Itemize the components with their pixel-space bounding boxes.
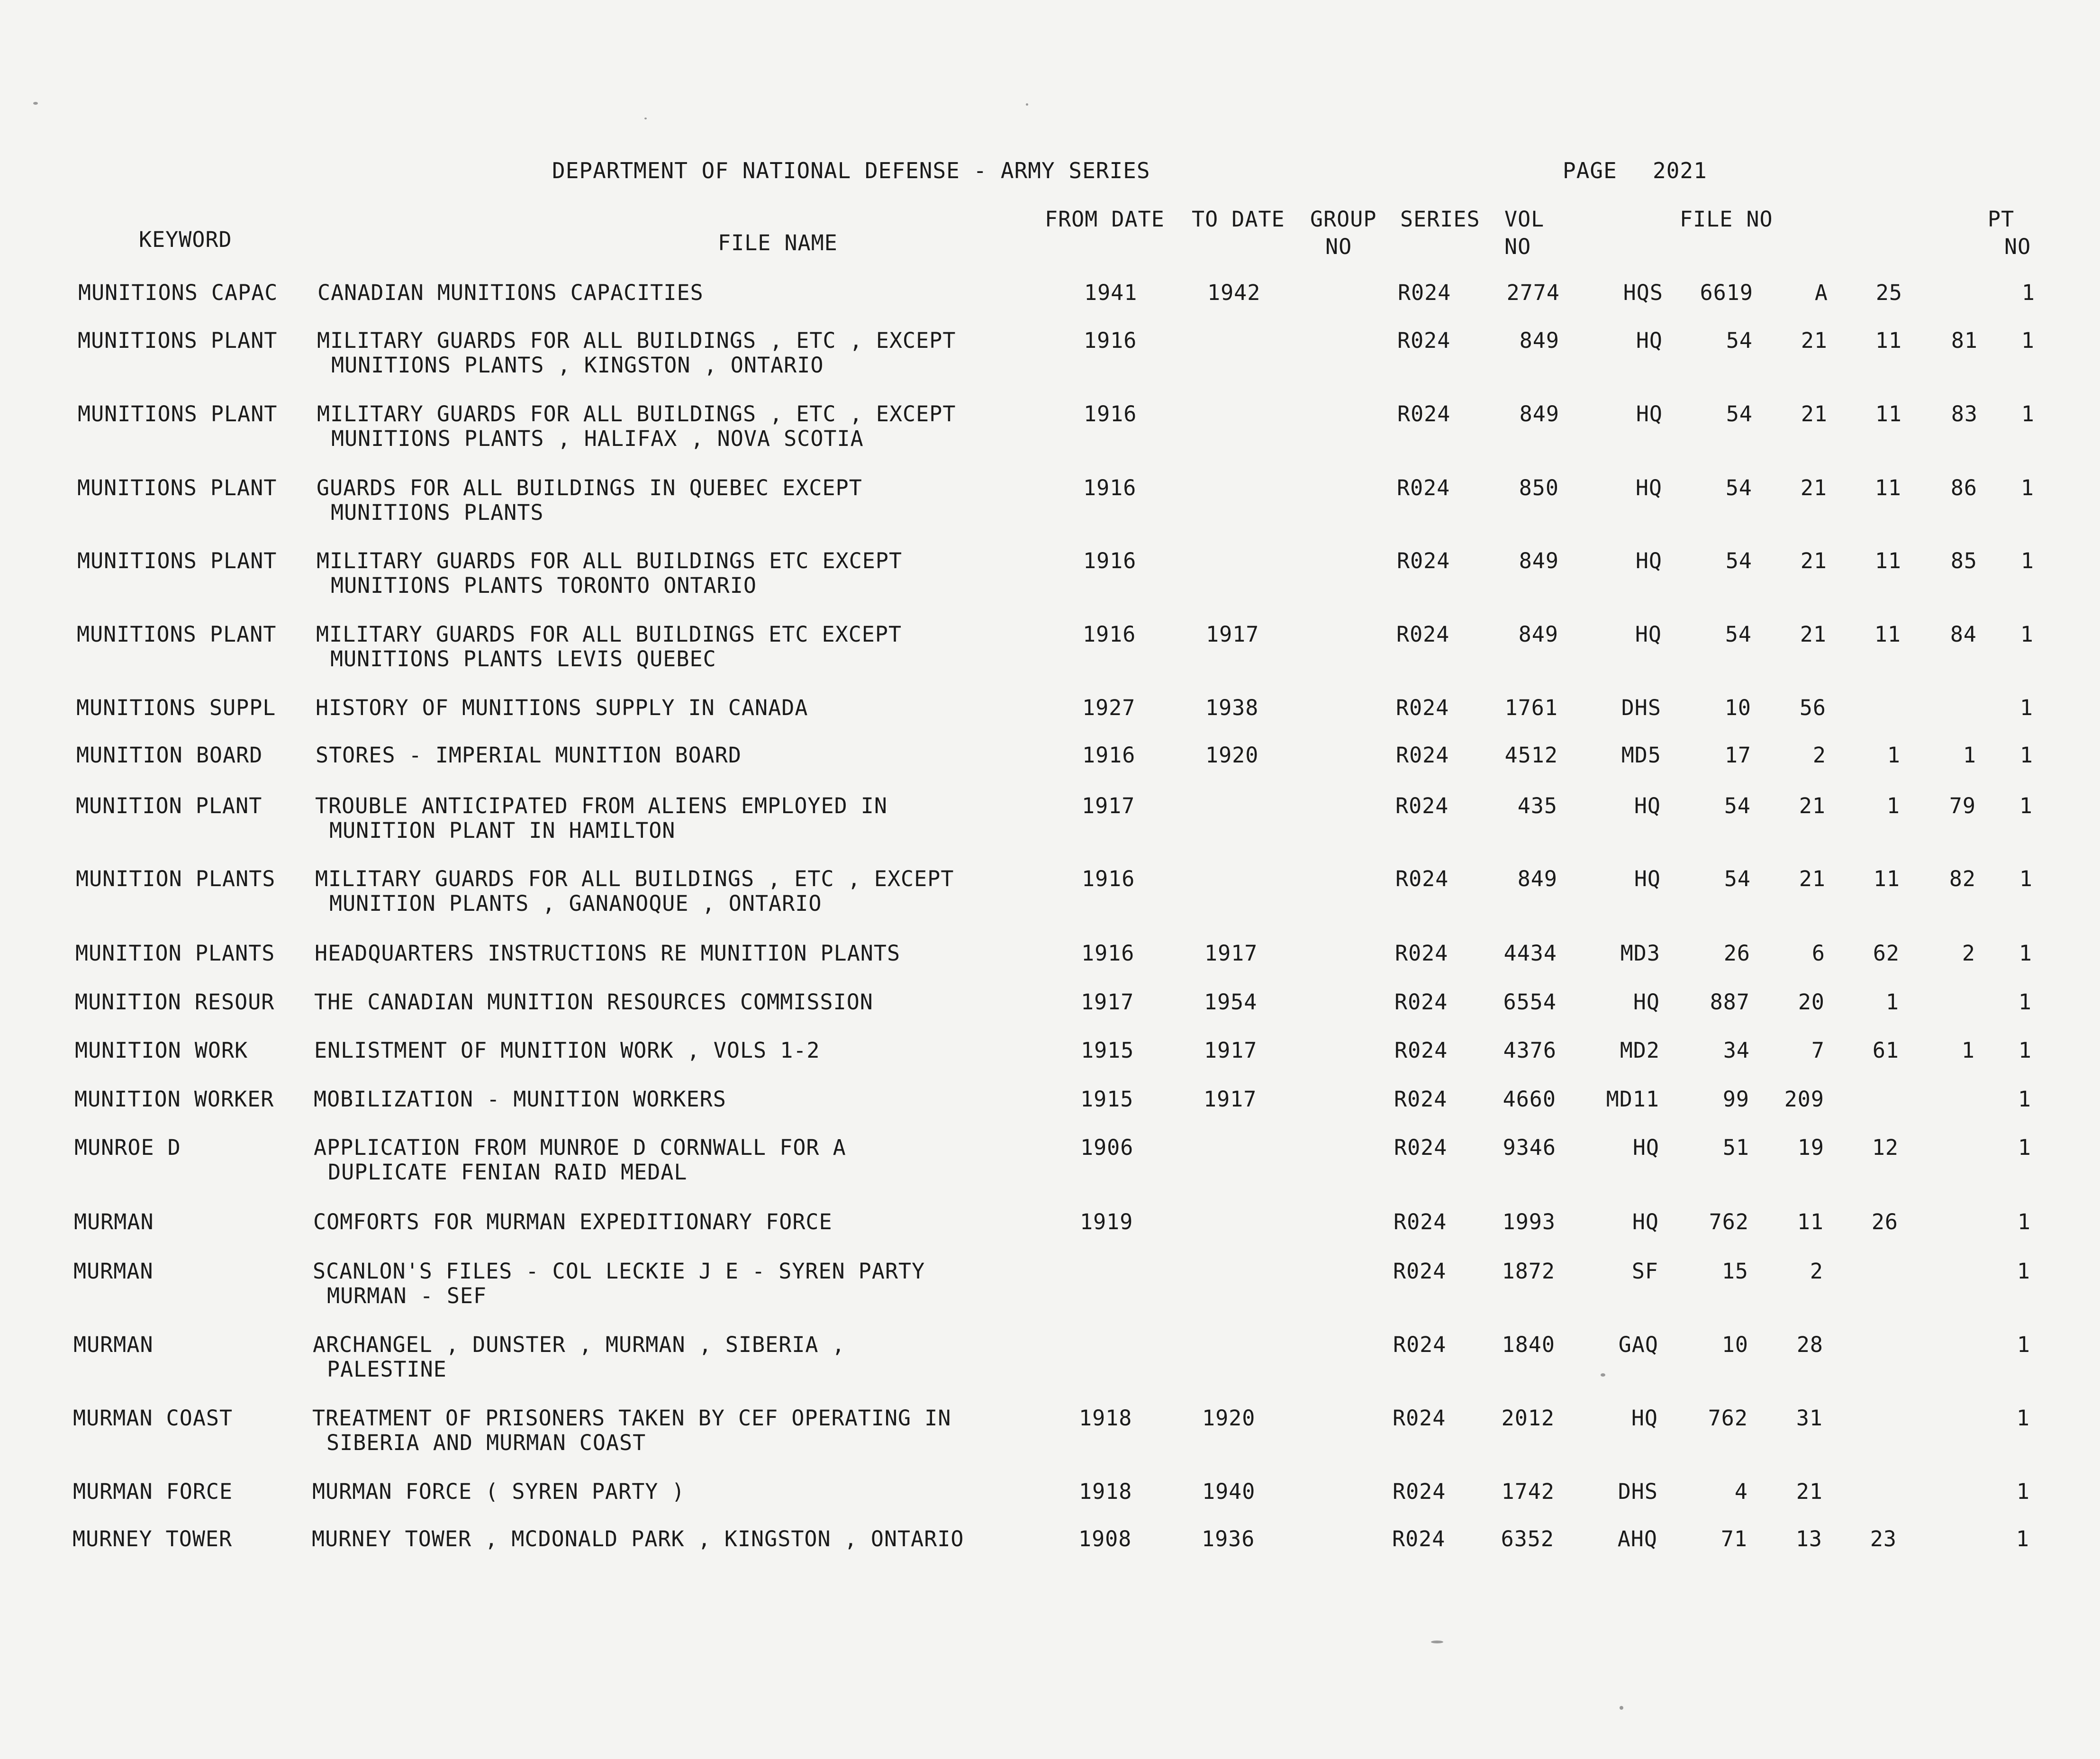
row-to-date: 1940 xyxy=(1202,1479,1256,1504)
row-keyword: MUNITION PLANTS xyxy=(75,941,275,966)
row-keyword: MUNITION PLANT xyxy=(76,793,262,818)
row-file-no-part-1: 26 xyxy=(1723,941,1750,966)
row-vol-no: 6554 xyxy=(1503,989,1557,1015)
row-series: R024 xyxy=(1397,548,1450,573)
row-file-name: MOBILIZATION - MUNITION WORKERS xyxy=(314,1087,726,1112)
row-file-no-part-2: 21 xyxy=(1800,548,1827,573)
row-from-date: 1908 xyxy=(1078,1526,1132,1551)
row-vol-no: 1742 xyxy=(1501,1479,1555,1504)
row-file-no-part-1: 887 xyxy=(1710,989,1750,1015)
scan-speck xyxy=(1026,103,1028,106)
row-pt-no: 1 xyxy=(2021,328,2035,353)
row-from-date: 1916 xyxy=(1084,401,1137,426)
row-vol-no: 435 xyxy=(1517,793,1557,818)
row-file-no-part-1: 6619 xyxy=(1700,280,1753,305)
row-file-no-part-3: 11 xyxy=(1874,622,1901,647)
row-pt-no: 1 xyxy=(2016,1405,2030,1431)
row-file-no-part-4: 2 xyxy=(1962,941,1975,966)
row-file-no-part-1: 15 xyxy=(1721,1259,1748,1284)
row-to-date: 1920 xyxy=(1205,743,1259,768)
row-file-no-prefix: HQ xyxy=(1634,793,1661,818)
row-vol-no: 4660 xyxy=(1503,1087,1556,1112)
row-vol-no: 849 xyxy=(1518,622,1558,647)
row-file-no-part-3: 11 xyxy=(1873,866,1900,891)
row-keyword: MUNITION WORKER xyxy=(74,1087,274,1112)
row-pt-no: 1 xyxy=(2019,866,2033,891)
row-vol-no: 2774 xyxy=(1506,280,1560,305)
row-file-name-continued: MUNITIONS PLANTS xyxy=(331,500,544,525)
row-file-no-part-2: 11 xyxy=(1797,1209,1824,1234)
row-file-name-continued: MUNITIONS PLANTS LEVIS QUEBEC xyxy=(330,646,716,671)
row-series: R024 xyxy=(1396,743,1449,768)
row-file-no-part-1: 762 xyxy=(1709,1209,1749,1234)
row-series: R024 xyxy=(1396,695,1449,720)
row-file-no-part-4: 82 xyxy=(1949,866,1976,891)
scan-speck xyxy=(1620,1706,1623,1710)
row-to-date: 1917 xyxy=(1206,622,1259,647)
row-file-name-continued: MUNITION PLANTS , GANANOQUE , ONTARIO xyxy=(329,891,822,916)
row-from-date: 1917 xyxy=(1081,989,1134,1015)
row-file-no-prefix: HQ xyxy=(1632,1209,1659,1234)
row-file-no-part-2: 2 xyxy=(1812,743,1826,768)
row-file-no-prefix: MD11 xyxy=(1606,1087,1659,1112)
row-to-date: 1917 xyxy=(1204,1038,1258,1063)
row-file-name-continued: MUNITIONS PLANTS TORONTO ONTARIO xyxy=(331,573,757,598)
row-file-name-continued: DUPLICATE FENIAN RAID MEDAL xyxy=(328,1160,688,1185)
row-file-no-part-2: 7 xyxy=(1811,1038,1825,1063)
row-file-no-part-1: 54 xyxy=(1726,401,1753,426)
column-header-to-date: TO DATE xyxy=(1192,207,1285,232)
row-file-no-part-3: 11 xyxy=(1875,328,1902,353)
row-file-no-part-2: 56 xyxy=(1799,695,1826,720)
row-file-no-part-3: 12 xyxy=(1872,1135,1899,1160)
row-keyword: MUNITION WORK xyxy=(75,1038,248,1063)
row-pt-no: 1 xyxy=(2021,280,2035,305)
row-keyword: MUNROE D xyxy=(74,1135,181,1160)
row-from-date: 1917 xyxy=(1082,793,1135,818)
row-pt-no: 1 xyxy=(2021,401,2035,426)
row-file-no-part-1: 54 xyxy=(1725,475,1752,500)
row-keyword: MURNEY TOWER xyxy=(72,1526,233,1551)
row-file-no-part-2: 28 xyxy=(1796,1332,1823,1357)
row-series: R024 xyxy=(1394,1135,1448,1160)
scan-speck xyxy=(33,102,38,105)
row-file-no-part-3: 1 xyxy=(1885,989,1899,1015)
row-keyword: MURMAN xyxy=(73,1259,154,1284)
row-file-no-part-1: 51 xyxy=(1722,1135,1749,1160)
row-to-date: 1954 xyxy=(1204,989,1258,1015)
column-header-file-name: FILE NAME xyxy=(718,230,838,255)
row-pt-no: 1 xyxy=(2019,743,2033,768)
row-series: R024 xyxy=(1394,1209,1447,1234)
row-series: R024 xyxy=(1396,622,1450,647)
row-series: R024 xyxy=(1393,1479,1446,1504)
page-label: PAGE xyxy=(1563,158,1617,183)
row-file-no-part-4: 85 xyxy=(1950,548,1977,573)
row-keyword: MURMAN xyxy=(74,1209,154,1234)
row-vol-no: 4376 xyxy=(1503,1038,1557,1063)
row-pt-no: 1 xyxy=(2019,793,2033,818)
row-file-no-part-3: 26 xyxy=(1871,1209,1898,1234)
row-file-no-part-3: 11 xyxy=(1874,548,1901,573)
row-file-no-part-1: 10 xyxy=(1724,695,1751,720)
row-file-no-part-1: 10 xyxy=(1721,1332,1748,1357)
row-file-no-prefix: DHS xyxy=(1618,1479,1658,1504)
row-file-name: GUARDS FOR ALL BUILDINGS IN QUEBEC EXCEPT xyxy=(317,475,862,500)
row-series: R024 xyxy=(1395,793,1449,818)
row-file-no-prefix: HQS xyxy=(1623,280,1663,305)
row-series: R024 xyxy=(1392,1526,1446,1551)
row-pt-no: 1 xyxy=(2018,989,2032,1015)
row-vol-no: 1993 xyxy=(1502,1209,1556,1234)
row-pt-no: 1 xyxy=(2017,1332,2030,1357)
row-file-name: ENLISTMENT OF MUNITION WORK , VOLS 1-2 xyxy=(314,1038,820,1063)
row-series: R024 xyxy=(1395,941,1448,966)
row-pt-no: 1 xyxy=(2017,1209,2031,1234)
row-file-no-part-2: 31 xyxy=(1796,1405,1823,1431)
row-vol-no: 1840 xyxy=(1502,1332,1555,1357)
row-pt-no: 1 xyxy=(2018,1135,2031,1160)
row-pt-no: 1 xyxy=(2020,622,2034,647)
row-pt-no: 1 xyxy=(2020,475,2034,500)
row-file-no-part-2: 13 xyxy=(1795,1526,1822,1551)
row-series: R024 xyxy=(1394,1087,1448,1112)
row-keyword: MUNITIONS PLANT xyxy=(77,548,277,573)
row-keyword: MUNITIONS PLANT xyxy=(78,328,278,353)
page-number: 2021 xyxy=(1653,158,1707,183)
row-from-date: 1918 xyxy=(1079,1479,1132,1504)
row-pt-no: 1 xyxy=(2016,1526,2029,1551)
row-file-no-part-3: 25 xyxy=(1875,280,1902,305)
row-vol-no: 849 xyxy=(1519,401,1559,426)
row-from-date: 1915 xyxy=(1080,1087,1134,1112)
row-pt-no: 1 xyxy=(2017,1259,2030,1284)
row-keyword: MUNITIONS CAPAC xyxy=(78,280,278,305)
row-to-date: 1942 xyxy=(1207,280,1261,305)
row-to-date: 1917 xyxy=(1204,941,1258,966)
row-file-no-part-3: 62 xyxy=(1873,941,1900,966)
row-file-no-prefix: AHQ xyxy=(1617,1526,1657,1551)
column-header-pt: PT xyxy=(1988,207,2015,232)
column-header-pt-no: NO xyxy=(2004,234,2031,259)
row-file-no-prefix: HQ xyxy=(1631,1405,1658,1431)
row-file-name: MILITARY GUARDS FOR ALL BUILDINGS , ETC , EXCEPT xyxy=(317,328,956,353)
row-from-date: 1916 xyxy=(1081,941,1135,966)
row-series: R024 xyxy=(1393,1332,1447,1357)
row-file-no-part-4: 81 xyxy=(1951,328,1978,353)
row-file-no-prefix: DHS xyxy=(1621,695,1661,720)
row-file-name: MILITARY GUARDS FOR ALL BUILDINGS , ETC , EXCEPT xyxy=(317,401,956,426)
row-file-no-prefix: HQ xyxy=(1632,1135,1659,1160)
row-series: R024 xyxy=(1393,1405,1446,1431)
row-file-no-part-1: 17 xyxy=(1724,743,1751,768)
row-vol-no: 4434 xyxy=(1503,941,1557,966)
row-file-no-part-3: 11 xyxy=(1875,401,1902,426)
row-file-no-part-2: 21 xyxy=(1800,622,1827,647)
row-file-no-part-2: 2 xyxy=(1810,1259,1823,1284)
row-file-no-prefix: HQ xyxy=(1636,401,1663,426)
row-from-date: 1916 xyxy=(1083,475,1137,500)
row-series: R024 xyxy=(1394,989,1448,1015)
row-series: R024 xyxy=(1397,475,1450,500)
row-file-no-part-1: 54 xyxy=(1724,866,1751,891)
row-vol-no: 6352 xyxy=(1501,1526,1554,1551)
row-file-name: HEADQUARTERS INSTRUCTIONS RE MUNITION PLANTS xyxy=(315,941,901,966)
row-file-no-part-1: 762 xyxy=(1708,1405,1748,1431)
row-file-no-prefix: HQ xyxy=(1635,622,1662,647)
row-vol-no: 2012 xyxy=(1501,1405,1555,1431)
row-file-no-part-1: 99 xyxy=(1722,1087,1749,1112)
row-file-name: MURNEY TOWER , MCDONALD PARK , KINGSTON , ONTARIO xyxy=(312,1526,964,1551)
row-file-no-part-1: 4 xyxy=(1734,1479,1748,1504)
row-file-name: HISTORY OF MUNITIONS SUPPLY IN CANADA xyxy=(316,695,808,720)
row-vol-no: 849 xyxy=(1517,866,1557,891)
row-file-name-continued: MURMAN - SEF xyxy=(327,1283,487,1308)
row-keyword: MUNITIONS PLANT xyxy=(78,401,278,426)
row-file-no-part-3: 1 xyxy=(1887,743,1901,768)
row-file-no-part-1: 54 xyxy=(1725,548,1752,573)
row-to-date: 1920 xyxy=(1202,1405,1256,1431)
row-file-no-prefix: SF xyxy=(1631,1259,1658,1284)
row-file-no-part-4: 79 xyxy=(1949,793,1976,818)
row-file-no-prefix: MD2 xyxy=(1620,1038,1660,1063)
column-header-series: SERIES xyxy=(1400,207,1480,232)
row-file-no-part-2: 21 xyxy=(1799,866,1826,891)
row-file-no-part-2: 21 xyxy=(1800,475,1827,500)
row-keyword: MUNITIONS PLANT xyxy=(77,622,277,647)
row-file-no-part-3: 11 xyxy=(1874,475,1901,500)
column-header-group-no: NO xyxy=(1325,234,1352,259)
row-series: R024 xyxy=(1397,328,1451,353)
document-title: DEPARTMENT OF NATIONAL DEFENSE - ARMY SERIES xyxy=(552,158,1150,183)
row-file-no-prefix: MD3 xyxy=(1620,941,1660,966)
row-from-date: 1915 xyxy=(1081,1038,1134,1063)
scan-speck xyxy=(1601,1373,1605,1377)
row-vol-no: 850 xyxy=(1519,475,1559,500)
row-file-no-part-1: 54 xyxy=(1725,622,1752,647)
row-file-name: COMFORTS FOR MURMAN EXPEDITIONARY FORCE xyxy=(313,1209,833,1234)
row-to-date: 1917 xyxy=(1204,1087,1257,1112)
column-header-vol-no: NO xyxy=(1504,234,1531,259)
row-file-name: SCANLON'S FILES - COL LECKIE J E - SYREN PARTY xyxy=(313,1259,925,1284)
row-file-name-continued: MUNITION PLANT IN HAMILTON xyxy=(329,818,676,843)
column-header-keyword: KEYWORD xyxy=(139,227,232,252)
row-vol-no: 849 xyxy=(1519,328,1559,353)
row-file-name: ARCHANGEL , DUNSTER , MURMAN , SIBERIA , xyxy=(313,1332,845,1357)
row-file-no-part-2: A xyxy=(1814,280,1828,305)
row-file-no-part-3: 23 xyxy=(1870,1526,1897,1551)
row-file-no-prefix: HQ xyxy=(1635,548,1662,573)
row-series: R024 xyxy=(1397,401,1451,426)
row-from-date: 1918 xyxy=(1079,1405,1132,1431)
row-vol-no: 849 xyxy=(1519,548,1559,573)
row-from-date: 1906 xyxy=(1080,1135,1134,1160)
row-vol-no: 9346 xyxy=(1503,1135,1556,1160)
row-vol-no: 4512 xyxy=(1504,743,1558,768)
row-keyword: MUNITION PLANTS xyxy=(76,866,276,891)
row-file-no-part-4: 84 xyxy=(1950,622,1977,647)
row-file-no-part-1: 34 xyxy=(1723,1038,1750,1063)
row-file-no-prefix: HQ xyxy=(1635,475,1662,500)
row-series: R024 xyxy=(1393,1259,1447,1284)
row-file-name-continued: MUNITIONS PLANTS , HALIFAX , NOVA SCOTIA xyxy=(331,426,864,451)
row-from-date: 1927 xyxy=(1082,695,1136,720)
column-header-group: GROUP xyxy=(1310,207,1377,232)
row-file-name: THE CANADIAN MUNITION RESOURCES COMMISSION xyxy=(314,989,873,1015)
row-series: R024 xyxy=(1394,1038,1448,1063)
scan-speck xyxy=(644,118,647,119)
row-file-no-part-2: 6 xyxy=(1811,941,1825,966)
row-file-name: MILITARY GUARDS FOR ALL BUILDINGS ETC EXCEPT xyxy=(317,548,903,573)
row-from-date: 1916 xyxy=(1084,328,1137,353)
row-file-no-part-4: 83 xyxy=(1951,401,1978,426)
row-file-no-part-2: 209 xyxy=(1784,1087,1824,1112)
row-pt-no: 1 xyxy=(2018,1038,2032,1063)
row-pt-no: 1 xyxy=(2019,941,2032,966)
row-from-date: 1941 xyxy=(1084,280,1138,305)
row-series: R024 xyxy=(1395,866,1449,891)
row-file-name: MURMAN FORCE ( SYREN PARTY ) xyxy=(312,1479,685,1504)
row-vol-no: 1761 xyxy=(1504,695,1558,720)
row-from-date: 1916 xyxy=(1083,548,1137,573)
row-keyword: MURMAN xyxy=(73,1332,154,1357)
row-file-no-part-2: 21 xyxy=(1796,1479,1823,1504)
row-file-no-part-1: 54 xyxy=(1726,328,1753,353)
row-file-no-part-1: 71 xyxy=(1720,1526,1747,1551)
row-file-no-part-2: 21 xyxy=(1801,401,1828,426)
row-file-no-part-4: 86 xyxy=(1950,475,1977,500)
row-file-no-prefix: HQ xyxy=(1634,866,1661,891)
row-file-no-part-4: 1 xyxy=(1963,743,1976,768)
row-file-name-continued: SIBERIA AND MURMAN COAST xyxy=(326,1430,646,1455)
row-from-date: 1916 xyxy=(1082,743,1136,768)
row-pt-no: 1 xyxy=(2020,548,2034,573)
column-header-from-date: FROM DATE xyxy=(1045,207,1165,232)
row-pt-no: 1 xyxy=(2016,1479,2030,1504)
row-file-no-part-2: 21 xyxy=(1801,328,1828,353)
row-keyword: MURMAN COAST xyxy=(73,1405,233,1431)
row-file-name-continued: PALESTINE xyxy=(327,1357,447,1382)
row-file-no-prefix: HQ xyxy=(1633,989,1660,1015)
row-vol-no: 1872 xyxy=(1502,1259,1555,1284)
row-keyword: MUNITION RESOUR xyxy=(75,989,275,1015)
row-file-name: APPLICATION FROM MUNROE D CORNWALL FOR A xyxy=(314,1135,846,1160)
row-file-no-part-2: 19 xyxy=(1797,1135,1824,1160)
row-file-no-part-4: 1 xyxy=(1961,1038,1975,1063)
row-file-name: TROUBLE ANTICIPATED FROM ALIENS EMPLOYED IN xyxy=(315,793,887,818)
row-file-name: MILITARY GUARDS FOR ALL BUILDINGS , ETC , EXCEPT xyxy=(315,866,954,891)
row-to-date: 1938 xyxy=(1205,695,1259,720)
row-file-no-part-3: 61 xyxy=(1872,1038,1899,1063)
row-keyword: MUNITIONS SUPPL xyxy=(76,695,276,720)
row-from-date: 1916 xyxy=(1082,866,1135,891)
row-from-date: 1916 xyxy=(1083,622,1136,647)
row-file-no-prefix: HQ xyxy=(1636,328,1663,353)
row-file-no-part-2: 20 xyxy=(1798,989,1825,1015)
row-pt-no: 1 xyxy=(2018,1087,2031,1112)
row-file-name: TREATMENT OF PRISONERS TAKEN BY CEF OPERATING IN xyxy=(312,1405,951,1431)
row-pt-no: 1 xyxy=(2019,695,2033,720)
row-file-no-prefix: GAQ xyxy=(1618,1332,1658,1357)
row-keyword: MUNITIONS PLANT xyxy=(77,475,277,500)
column-header-vol: VOL xyxy=(1504,207,1545,232)
row-keyword: MURMAN FORCE xyxy=(73,1479,233,1504)
row-keyword: MUNITION BOARD xyxy=(76,743,263,768)
row-file-name: CANADIAN MUNITIONS CAPACITIES xyxy=(317,280,704,305)
column-header-file-no: FILE NO xyxy=(1680,207,1773,232)
row-file-no-part-3: 1 xyxy=(1886,793,1900,818)
row-file-no-part-1: 54 xyxy=(1724,793,1751,818)
scan-speck xyxy=(1431,1641,1443,1643)
row-file-no-part-2: 21 xyxy=(1799,793,1826,818)
row-to-date: 1936 xyxy=(1202,1526,1255,1551)
row-from-date: 1919 xyxy=(1080,1209,1133,1234)
row-file-name: MILITARY GUARDS FOR ALL BUILDINGS ETC EXCEPT xyxy=(316,622,902,647)
row-series: R024 xyxy=(1398,280,1451,305)
row-file-name: STORES - IMPERIAL MUNITION BOARD xyxy=(316,743,742,768)
row-file-name-continued: MUNITIONS PLANTS , KINGSTON , ONTARIO xyxy=(331,353,824,378)
row-file-no-prefix: MD5 xyxy=(1621,743,1661,768)
